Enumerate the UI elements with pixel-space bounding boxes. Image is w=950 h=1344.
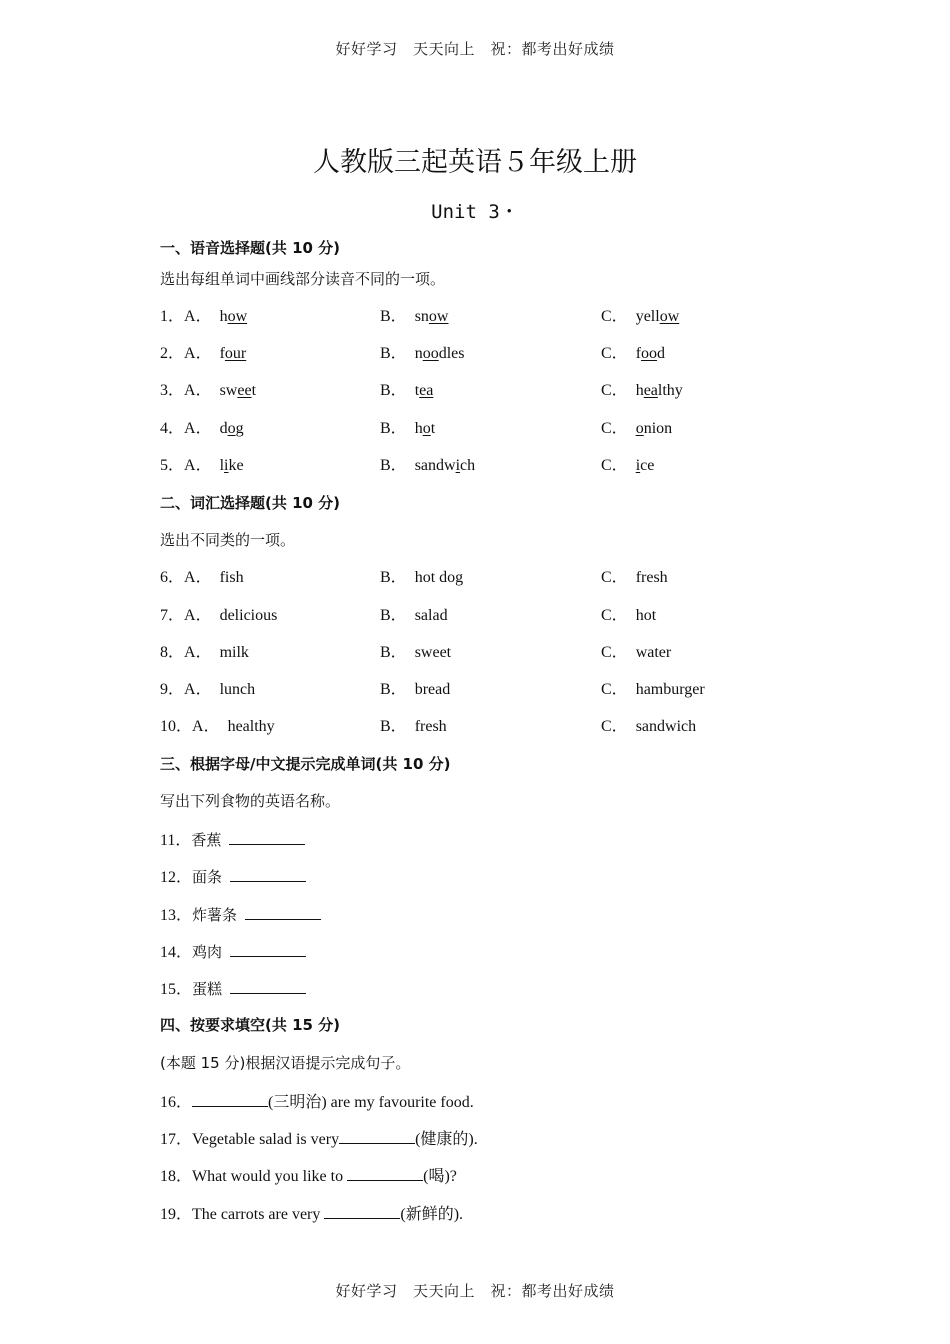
word-part: ce <box>640 457 655 474</box>
option-a <box>160 642 249 664</box>
question-row <box>160 306 780 328</box>
underlined-part: oo <box>422 345 439 362</box>
option-a <box>160 380 256 402</box>
option-label: C． <box>601 607 628 624</box>
question-number: 9． <box>160 681 185 698</box>
word-part: nion <box>643 420 673 437</box>
option-c <box>601 306 679 328</box>
question-number: 6． <box>160 569 185 586</box>
word-part: n <box>414 345 423 362</box>
option-label: C． <box>601 382 628 399</box>
option-label: A． <box>184 607 212 624</box>
section4-heading: 四、按要求填空(共 15 分) <box>160 1016 341 1034</box>
word-part: ch <box>460 457 476 474</box>
option-label: B． <box>380 644 407 661</box>
option-label: A． <box>184 681 212 698</box>
answer-blank[interactable] <box>324 1202 400 1219</box>
option-label: B． <box>380 718 407 735</box>
option-text: delicious <box>219 607 278 624</box>
underlined-part: i <box>224 457 229 474</box>
option-c <box>601 567 668 589</box>
question-number: 5． <box>160 457 185 474</box>
word-part: sw <box>219 382 238 399</box>
sentence-hint: (三明治) are my favourite food. <box>268 1094 474 1111</box>
word-part: t <box>430 420 436 437</box>
option-label: A． <box>184 382 212 399</box>
word-part: g <box>235 420 244 437</box>
question-number: 3． <box>160 382 185 399</box>
option-b <box>380 418 435 440</box>
option-a <box>160 679 255 701</box>
option-b <box>380 716 447 738</box>
chinese-word: 面条 <box>192 868 223 886</box>
question-row <box>160 828 305 852</box>
question-number: 13． <box>160 907 193 924</box>
section2-instruction: 选出不同类的一项。 <box>160 531 296 549</box>
option-label: A． <box>184 457 212 474</box>
section2-heading: 二、词汇选择题(共 10 分) <box>160 494 341 512</box>
option-text: water <box>635 644 672 661</box>
option-b <box>380 306 448 328</box>
question-number: 18． <box>160 1168 193 1185</box>
option-a <box>160 567 244 589</box>
underlined-part: ea <box>643 382 658 399</box>
underlined-part: ow <box>659 308 680 325</box>
question-row <box>160 642 780 664</box>
section3-instruction: 写出下列食物的英语名称。 <box>160 792 341 810</box>
option-c <box>601 679 705 701</box>
option-text: fresh <box>635 569 668 586</box>
option-text: salad <box>414 607 448 624</box>
option-label: B． <box>380 569 407 586</box>
chinese-word: 蛋糕 <box>192 980 223 998</box>
underlined-part: o <box>422 420 431 437</box>
option-a <box>160 418 244 440</box>
answer-blank[interactable] <box>229 828 305 845</box>
option-b <box>380 567 463 589</box>
option-label: B． <box>380 382 407 399</box>
underlined-part: o <box>635 420 644 437</box>
sentence-start: The carrots are very <box>192 1206 325 1223</box>
option-text: hot dog <box>414 569 464 586</box>
sentence-hint: (健康的). <box>415 1131 478 1148</box>
option-text: sweet <box>414 644 452 661</box>
word-part: h <box>635 382 644 399</box>
option-b <box>380 605 448 627</box>
word-part: lthy <box>657 382 683 399</box>
question-row <box>160 343 780 365</box>
option-c <box>601 418 672 440</box>
question-number: 8． <box>160 644 185 661</box>
answer-blank[interactable] <box>230 977 306 994</box>
question-number: 7． <box>160 607 185 624</box>
section1-heading: 一、语音选择题(共 10 分) <box>160 239 341 257</box>
question-row <box>160 455 780 477</box>
question-row <box>160 716 780 738</box>
underlined-part: i <box>635 457 641 474</box>
word-part: d <box>219 420 228 437</box>
question-number: 10． <box>160 718 193 735</box>
sentence-hint: (新鲜的). <box>400 1206 464 1223</box>
option-a <box>160 455 244 477</box>
question-number: 17． <box>160 1131 193 1148</box>
option-label: A． <box>184 345 212 362</box>
option-label: B． <box>380 420 407 437</box>
word-part: sn <box>414 308 429 325</box>
answer-blank[interactable] <box>230 940 306 957</box>
document-subtitle: Unit 3・ <box>431 201 519 223</box>
option-label: C． <box>601 345 628 362</box>
sentence-hint: (喝)? <box>423 1168 457 1185</box>
question-row <box>160 1127 478 1151</box>
question-row <box>160 903 321 927</box>
chinese-word: 炸薯条 <box>192 906 238 924</box>
option-text: hot <box>635 607 657 624</box>
option-label: A． <box>184 644 212 661</box>
option-text: bread <box>414 681 451 698</box>
section3-heading: 三、根据字母/中文提示完成单词(共 10 分) <box>160 755 451 773</box>
chinese-word: 鸡肉 <box>192 943 223 961</box>
word-part: t <box>251 382 257 399</box>
option-label: C． <box>601 681 628 698</box>
option-c <box>601 716 696 738</box>
option-a <box>160 605 277 627</box>
option-b <box>380 679 450 701</box>
question-number: 14． <box>160 944 193 961</box>
answer-blank[interactable] <box>339 1127 415 1144</box>
option-text: lunch <box>219 681 256 698</box>
answer-blank[interactable] <box>245 903 321 920</box>
page-footer: 好好学习 天天向上 祝：都考出好成绩 <box>335 1282 615 1300</box>
section4-instruction: (本题 15 分)根据汉语提示完成句子。 <box>160 1054 411 1072</box>
option-label: B． <box>380 681 407 698</box>
option-b <box>380 642 451 664</box>
underlined-part: our <box>224 345 247 362</box>
sentence-start: What would you like to <box>192 1168 348 1185</box>
question-number: 2． <box>160 345 185 362</box>
word-part: sandw <box>414 457 456 474</box>
option-c <box>601 380 683 402</box>
option-label: B． <box>380 345 407 362</box>
option-label: A． <box>184 569 212 586</box>
question-number: 15． <box>160 981 193 998</box>
option-label: C． <box>601 718 628 735</box>
question-row <box>160 418 780 440</box>
word-part: h <box>219 308 228 325</box>
option-b <box>380 455 475 477</box>
question-number: 1． <box>160 308 185 325</box>
option-b <box>380 380 433 402</box>
word-part: f <box>219 345 225 362</box>
word-part: dles <box>438 345 465 362</box>
question-row <box>160 1164 457 1188</box>
option-c <box>601 455 654 477</box>
option-label: C． <box>601 457 628 474</box>
word-part: t <box>414 382 420 399</box>
word-part: d <box>657 345 666 362</box>
option-label: B． <box>380 308 407 325</box>
page-header: 好好学习 天天向上 祝：都考出好成绩 <box>335 40 615 58</box>
underlined-part: ow <box>227 308 248 325</box>
option-a <box>160 306 247 328</box>
question-row <box>160 679 780 701</box>
answer-blank[interactable] <box>230 865 306 882</box>
option-label: C． <box>601 420 628 437</box>
document-title: 人教版三起英语５年级上册 <box>313 147 637 178</box>
option-label: A． <box>184 308 212 325</box>
option-label: C． <box>601 644 628 661</box>
answer-blank[interactable] <box>192 1090 268 1107</box>
option-text: fresh <box>414 718 447 735</box>
option-c <box>601 605 656 627</box>
word-part: f <box>635 345 642 362</box>
word-part: ke <box>228 457 244 474</box>
option-text: milk <box>219 644 249 661</box>
question-row <box>160 1202 463 1226</box>
question-number: 19． <box>160 1206 193 1223</box>
question-number: 12． <box>160 869 193 886</box>
question-number: 11． <box>160 832 192 849</box>
option-label: B． <box>380 607 407 624</box>
underlined-part: ow <box>428 308 449 325</box>
question-row <box>160 1090 474 1114</box>
answer-blank[interactable] <box>347 1164 423 1181</box>
underlined-part: ee <box>237 382 252 399</box>
underlined-part: o <box>227 420 236 437</box>
sentence-start: Vegetable salad is very <box>192 1131 340 1148</box>
question-number: 4． <box>160 420 185 437</box>
underlined-part: oo <box>641 345 658 362</box>
option-label: A． <box>184 420 212 437</box>
question-row <box>160 977 306 1001</box>
question-row <box>160 940 306 964</box>
option-b <box>380 343 464 365</box>
word-part: h <box>414 420 423 437</box>
option-c <box>601 343 665 365</box>
option-a <box>160 716 275 738</box>
option-c <box>601 642 671 664</box>
question-row <box>160 567 780 589</box>
option-label: C． <box>601 308 628 325</box>
option-text: healthy <box>227 718 275 735</box>
chinese-word: 香蕉 <box>191 831 222 849</box>
question-row <box>160 380 780 402</box>
option-label: A． <box>192 718 220 735</box>
option-text: sandwich <box>635 718 697 735</box>
question-number: 16． <box>160 1094 193 1111</box>
option-a <box>160 343 246 365</box>
question-row <box>160 605 780 627</box>
word-part: l <box>219 457 225 474</box>
word-part: yell <box>635 308 660 325</box>
option-label: B． <box>380 457 407 474</box>
option-text: fish <box>219 569 244 586</box>
underlined-part: ea <box>419 382 434 399</box>
section1-instruction: 选出每组单词中画线部分读音不同的一项。 <box>160 270 446 288</box>
option-text: hamburger <box>635 681 705 698</box>
option-label: C． <box>601 569 628 586</box>
underlined-part: i <box>455 457 461 474</box>
question-row <box>160 865 306 889</box>
